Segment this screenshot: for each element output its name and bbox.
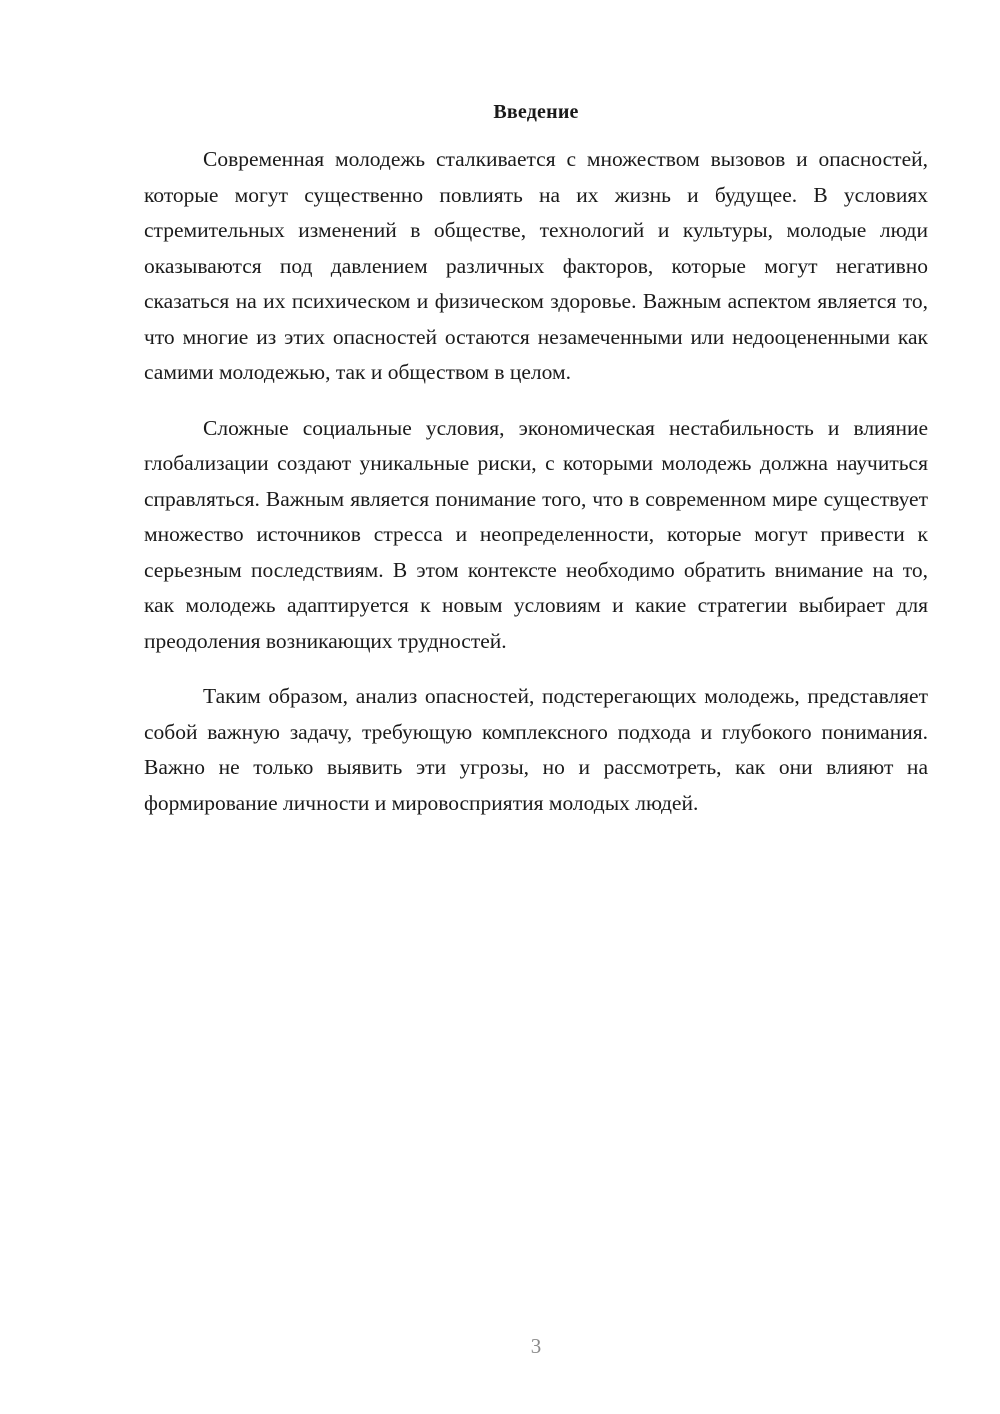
page-title: Введение bbox=[493, 101, 579, 123]
paragraph-3: Таким образом, анализ опасностей, подстерегающих молодежь, представляет собой важную задачу, требующую комплексного подхода и глубокого понимания. Важно не только выявить эти угрозы, но и рассмотреть, как они влияют на формирование личности и мировосприятия молодых людей. bbox=[144, 684, 928, 815]
page-number: 3 bbox=[530, 1334, 542, 1358]
document-body bbox=[144, 94, 928, 841]
paragraph-2: Сложные социальные условия, экономическая нестабильность и влияние глобализации создают уникальные риски, с которыми молодежь должна научиться справляться. Важным является понимание того, что в современном мире существует множество источников стресса и неопределенности, которые могут привести к серьезным последствиям. В этом контексте необходимо обратить внимание на то, как молодежь адаптируется к новым условиям и какие стратегии выбирает для преодоления возникающих трудностей. bbox=[144, 415, 928, 653]
paragraph-1: Современная молодежь сталкивается с множеством вызовов и опасностей, которые могут существенно повлиять на их жизнь и будущее. В условиях стремительных изменений в обществе, технологий и культуры, молодые люди оказываются под давлением различных факторов, которые могут негативно сказаться на их психическом и физическом здоровье. Важным аспектом является то, что многие из этих опасностей остаются незамеченными или недооцененными как самими молодежью, так и обществом в целом. bbox=[144, 147, 928, 384]
